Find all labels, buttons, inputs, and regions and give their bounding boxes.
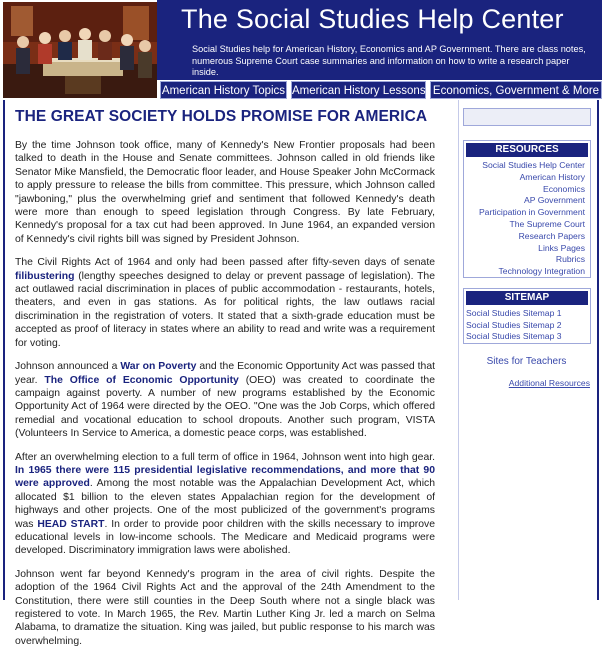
text: . In order to provide poor children with the skills necessary to improve educational levels in low-income schools. The Medicare and Medicaid programs were developed. Discriminatory immigration laws were abolished. (15, 518, 435, 557)
site-title[interactable]: The Social Studies Help Center (181, 4, 564, 34)
sidebar (458, 100, 593, 600)
article-paragraph-4 (15, 451, 435, 558)
sites-for-teachers-link[interactable]: Sites for Teachers (486, 356, 567, 367)
sitemap-links (464, 308, 590, 343)
term-head-start: HEAD START (37, 518, 105, 530)
header-painting-image (3, 2, 157, 98)
resource-link-american-history[interactable]: American History (519, 171, 585, 182)
resource-link-supreme-court[interactable]: The Supreme Court (509, 218, 585, 229)
sitemap-link-3[interactable]: Social Studies Sitemap 3 (466, 331, 562, 342)
site-tagline: Social Studies help for American History, Economics and AP Government. There are class notes, numerous Supreme Court case summaries and information on how to write a research paper inside. (192, 44, 586, 77)
sitemap-box (463, 288, 591, 344)
resources-box (463, 140, 591, 278)
sitemap-link-2[interactable]: Social Studies Sitemap 2 (466, 319, 562, 330)
resource-link-ap-government[interactable]: AP Government (524, 195, 585, 206)
article-paragraph-5: Johnson went far beyond Kennedy's program in the area of civil rights. Despite the adoption of the 1964 Civil Rights Act and the approval of the 24th Amendment to the Constitution, there were still counties in the Deep South where not a single black was registered to vote. In March 1965, the Rev. Martin Luther King Jr. led a march on Selma Alabama, to dramatize the situation. King was jailed, but public response to his march was overwhelming. (15, 568, 435, 647)
term-filibustering: filibustering (15, 270, 75, 282)
article (15, 108, 435, 658)
nav-tab-economics-government[interactable]: Economics, Government & More (430, 81, 602, 99)
text: . Among the most notable was the Appalachian Development Act, which allocated $1 billion to the eleven states Appalachian region for the development of highways and other projects. One of the most publicized of the government's programs was (15, 478, 435, 530)
nav-tab-american-history-topics[interactable]: American History Topics (160, 81, 287, 99)
top-nav (157, 80, 602, 100)
text: (OEO) was created to coordinate the campaign against poverty. A number of new programs established by the Economic Opportunity Act of 1964 were directed by the OEO. "One was the Job Corps, which offered remedial and vocational education to school dropouts. Another such program, VISTA (Volunteers In Service to America, a domestic peace corps, was established. (15, 374, 435, 440)
article-paragraph-1: By the time Johnson took office, many of Kennedy's New Frontier proposals had been talked to death in the House and Senate committees. Johnson called in old friends like Senator Mike Mansfield, the Democratic floor leader, and House Speaker John McCormack to apply pressure to release the bills from committee. This pressure, which Johnson called "jawboning," plus the overwhelming grief and sentiment that followed Kennedy's death were more than enough to speed legislation through Congress. By late February, Kennedy's proposal for a tax cut had been approved. In June 1964, an expanded version of Kennedy's civil rights bill was signed by President Johnson. (15, 140, 435, 245)
resource-link-help-center[interactable]: Social Studies Help Center (482, 160, 585, 170)
nav-tab-american-history-lessons[interactable]: American History Lessons (291, 81, 426, 99)
term-war-on-poverty: War on Poverty (120, 361, 197, 373)
article-paragraph-3 (15, 360, 435, 440)
resource-link-technology[interactable]: Technology Integration (498, 266, 585, 277)
term-oeo: The Office of Economic Opportunity (44, 374, 239, 386)
resource-link-participation[interactable]: Participation in Government (478, 207, 585, 218)
sitemap-link-1[interactable]: Social Studies Sitemap 1 (466, 308, 562, 318)
resource-link-links-pages[interactable]: Links Pages (538, 242, 585, 253)
text: (lengthy speeches designed to delay or prevent passage of legislation). The act outlawed racial discrimination in places of public accommodation - restaurants, hotels, theaters, and even in gas stations. As for political rights, the law outlaws racial discrimination in the registration of voters. It stated that a sixth-grade education must be accepted as proof of literacy in states where an ability to read and write was a requirement for voting. (15, 270, 435, 349)
resources-heading: RESOURCES (466, 143, 588, 157)
additional-resources-link[interactable]: Additional Resources (508, 378, 590, 388)
site-header (0, 0, 602, 100)
text: The Civil Rights Act of 1964 and only had been passed after fifty-seven days of senate (15, 257, 435, 269)
article-paragraph-2 (15, 256, 435, 350)
header-banner (157, 0, 602, 80)
resource-link-rubrics[interactable]: Rubrics (555, 254, 585, 265)
text: and the Economic Opportunity Act was passed that year. (15, 361, 435, 386)
resources-links (464, 160, 590, 278)
term-legislative-recommendations: In 1965 there were 115 presidential legislative recommendations, and more that 90 were approved (15, 464, 435, 490)
text: After an overwhelming election to a full term of office in 1964, Johnson went into high gear. (15, 451, 435, 463)
article-title: THE GREAT SOCIETY HOLDS PROMISE FOR AMERICA (15, 108, 428, 125)
painting-illustration (3, 2, 157, 98)
sidebar-search-box[interactable] (463, 108, 591, 126)
text: Johnson announced a (15, 361, 121, 373)
resource-link-economics[interactable]: Economics (542, 183, 585, 194)
sitemap-heading: SITEMAP (466, 291, 588, 305)
resource-link-research-papers[interactable]: Research Papers (518, 230, 585, 241)
